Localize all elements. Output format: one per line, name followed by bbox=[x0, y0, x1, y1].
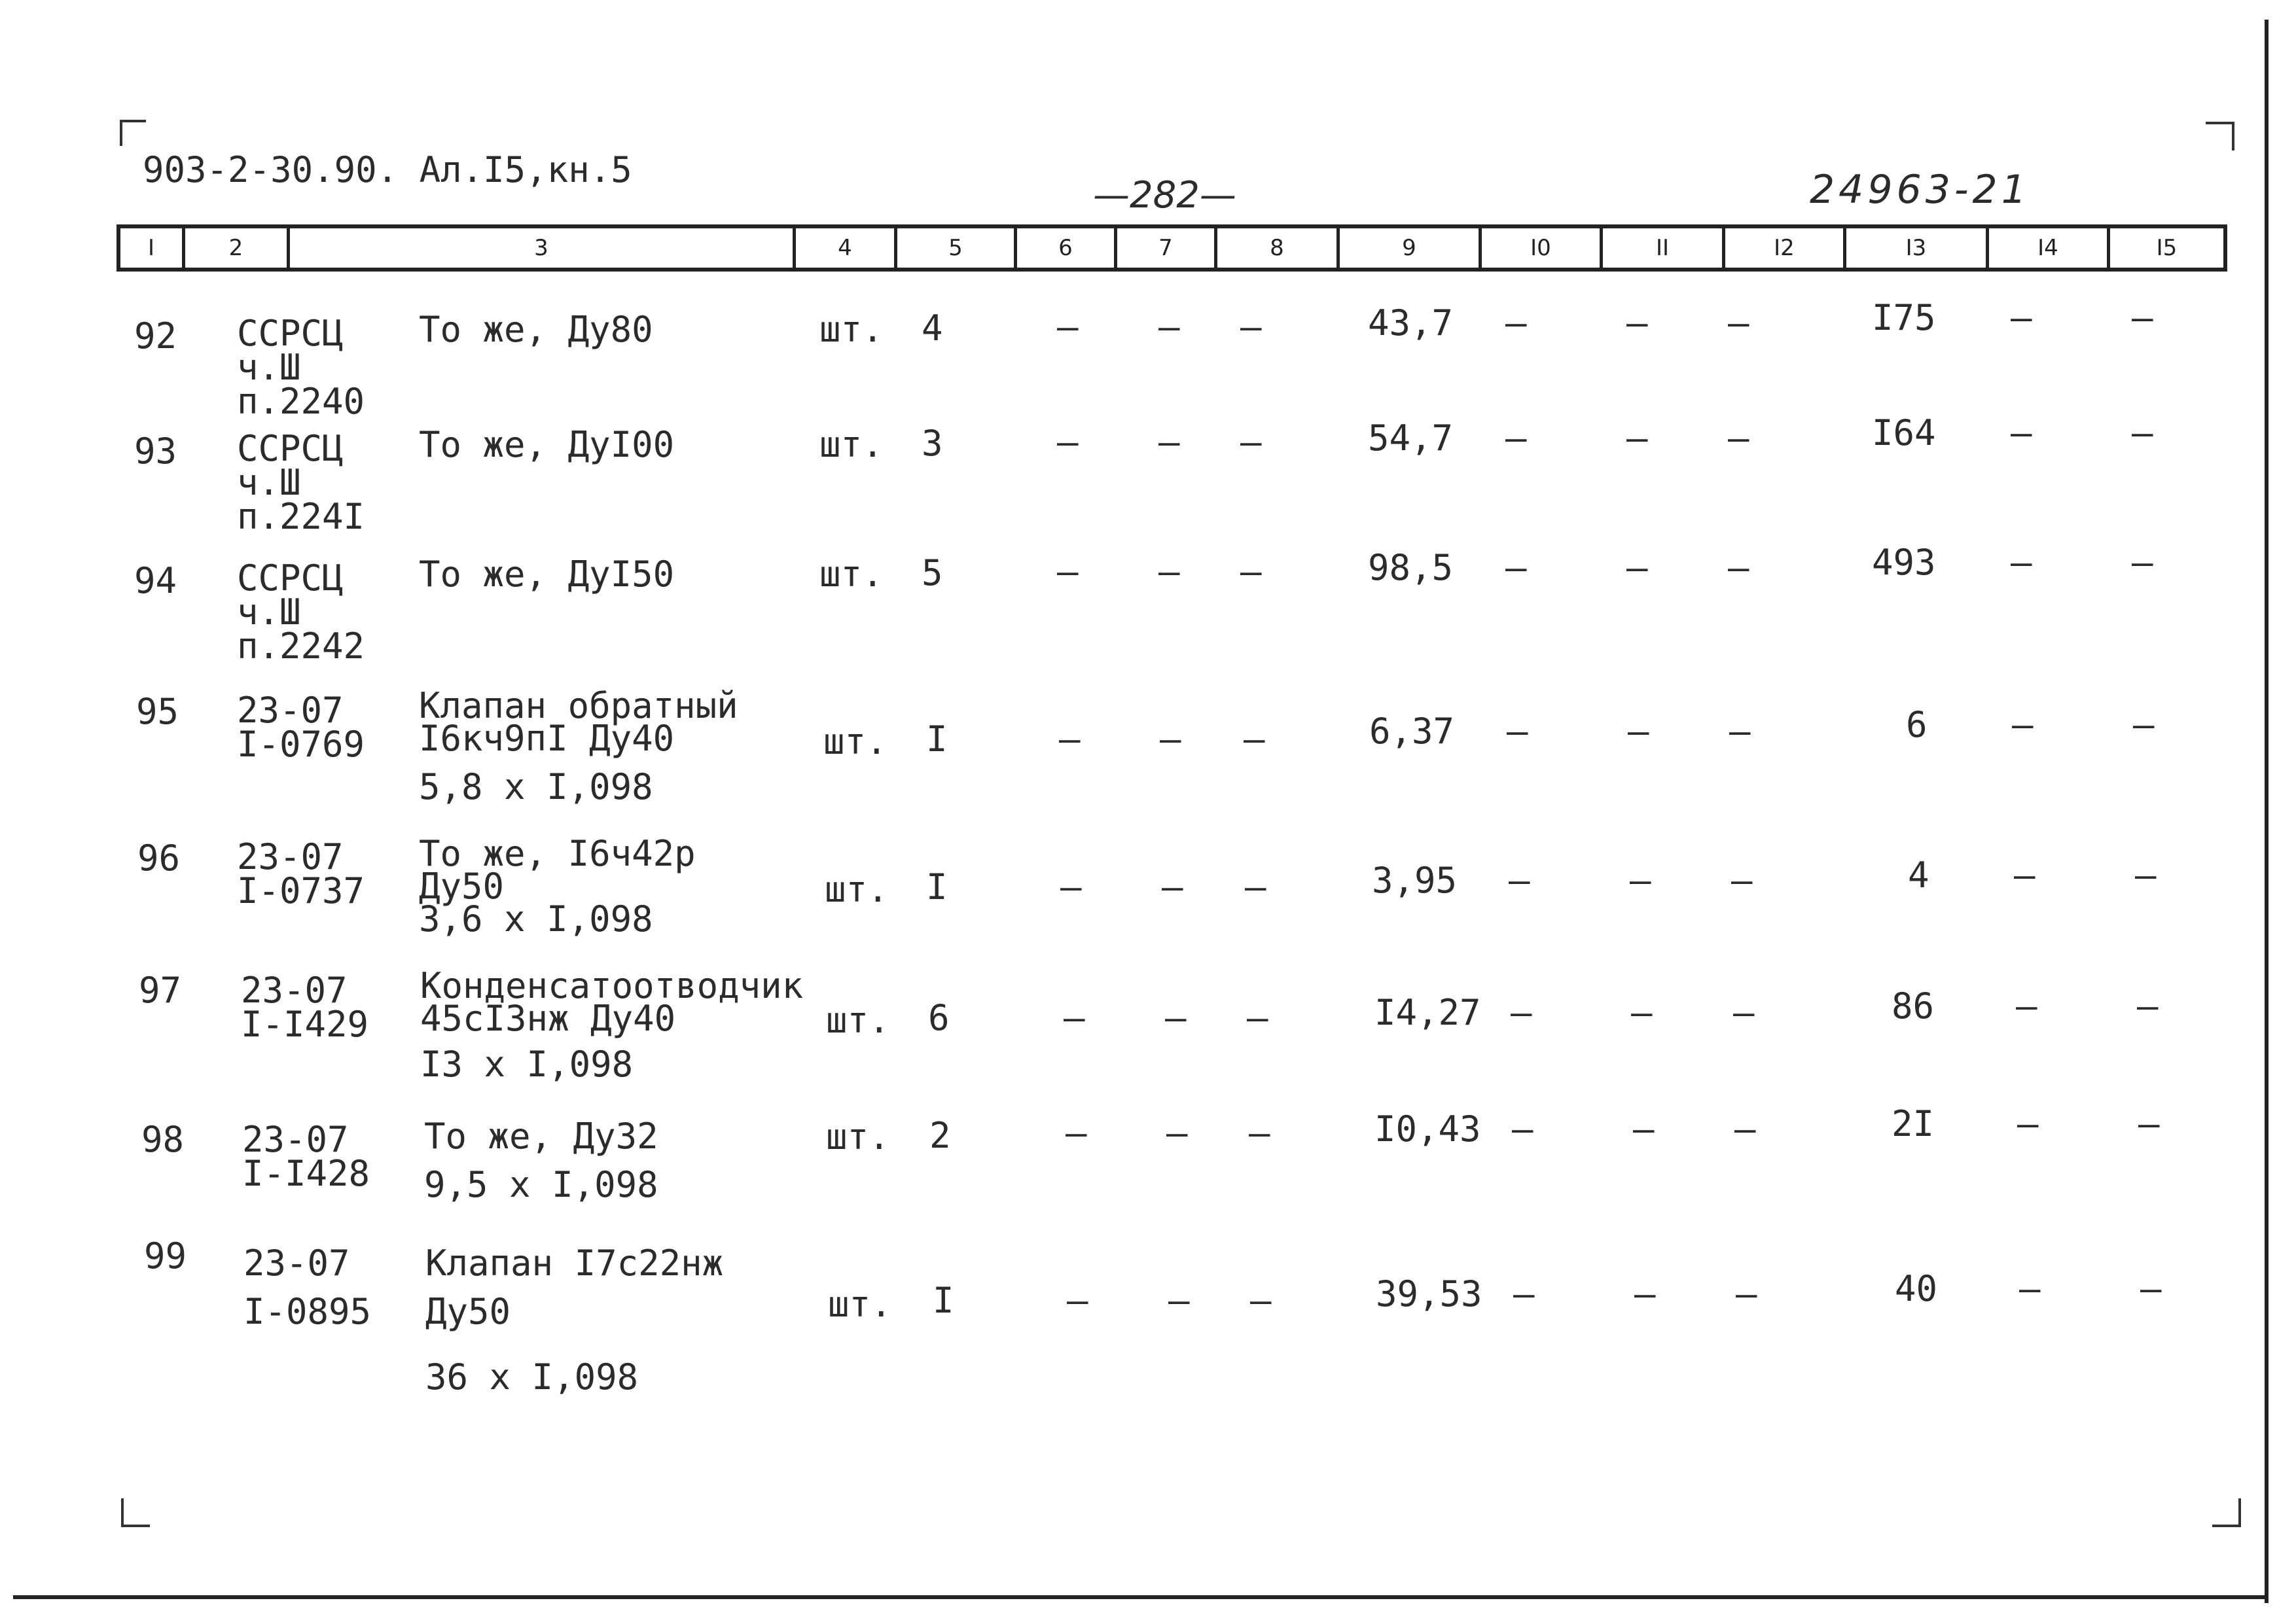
col7-value: – bbox=[1162, 866, 1183, 908]
item-description: То же, ДуI00 bbox=[419, 424, 675, 465]
col10-value: – bbox=[1512, 1108, 1534, 1150]
col-header-12: I2 bbox=[1725, 228, 1846, 268]
col10-value: – bbox=[1505, 417, 1527, 459]
col6-value: – bbox=[1059, 718, 1081, 760]
col7-value: – bbox=[1165, 997, 1187, 1038]
col6-value: – bbox=[1064, 997, 1085, 1038]
col9-value: 39,53 bbox=[1376, 1273, 1482, 1315]
col15-value: – bbox=[2132, 412, 2153, 453]
col13-value: 4 bbox=[1908, 855, 1929, 896]
col-header-13: I3 bbox=[1846, 228, 1989, 268]
col15-value: – bbox=[2133, 704, 2155, 745]
col9-value: 43,7 bbox=[1368, 302, 1454, 344]
col8-value: – bbox=[1240, 551, 1262, 592]
col-header-6: 6 bbox=[1017, 228, 1117, 268]
item-description: То же, Ду32 9,5 х I,098 bbox=[424, 1116, 658, 1205]
col11-value: – bbox=[1631, 992, 1653, 1033]
col6-value: – bbox=[1060, 866, 1082, 908]
ref-code: 23-07 I-I428 bbox=[242, 1119, 370, 1194]
col7-value: – bbox=[1158, 421, 1180, 463]
col6-value: – bbox=[1066, 1112, 1087, 1154]
unit: шт. bbox=[828, 1284, 892, 1325]
col13-value: 40 bbox=[1895, 1268, 1938, 1309]
col13-value: 2I bbox=[1892, 1103, 1935, 1144]
ref-code: ССРСЦ ч.Ш п.2242 bbox=[237, 557, 365, 667]
ref-code: 23-07 I-0737 bbox=[237, 836, 365, 911]
col-header-15: I5 bbox=[2156, 235, 2178, 261]
col13-value: 86 bbox=[1892, 985, 1935, 1027]
col11-value: – bbox=[1626, 417, 1648, 459]
col7-value: – bbox=[1158, 551, 1180, 592]
unit: шт. bbox=[826, 1000, 890, 1041]
col12-value: – bbox=[1736, 1273, 1757, 1315]
col-header-1: I bbox=[120, 228, 185, 268]
col-header-3: 3 bbox=[290, 228, 796, 268]
col11-value: – bbox=[1634, 1273, 1656, 1315]
col11-value: – bbox=[1630, 860, 1651, 901]
col15-value: – bbox=[2140, 1268, 2162, 1309]
item-description: То же, I6ч42р Ду50 3,6 х I,098 bbox=[419, 833, 696, 940]
col12-value: – bbox=[1728, 417, 1749, 459]
col11-value: – bbox=[1633, 1108, 1655, 1150]
ref-code: ССРСЦ ч.Ш п.224I bbox=[237, 428, 365, 537]
col14-value: – bbox=[2016, 985, 2037, 1027]
unit: шт. bbox=[819, 424, 884, 465]
col9-value: 98,5 bbox=[1368, 547, 1454, 588]
item-description: То же, ДуI50 bbox=[419, 554, 675, 595]
col-header-4: 4 bbox=[796, 228, 897, 268]
row-number: 92 bbox=[134, 315, 177, 357]
col6-value: – bbox=[1057, 551, 1079, 592]
col7-value: – bbox=[1160, 718, 1181, 760]
col14-value: – bbox=[2011, 542, 2032, 583]
doc-code: 903-2-30.90. Ал.I5,кн.5 bbox=[143, 149, 632, 190]
col14-value: – bbox=[2017, 1103, 2039, 1144]
ref-code: 23-07 I-I429 bbox=[241, 970, 369, 1045]
col8-value: – bbox=[1247, 997, 1268, 1038]
col-header-11: II bbox=[1603, 228, 1725, 268]
right-edge-line bbox=[2265, 20, 2269, 1603]
quantity: I bbox=[926, 866, 948, 908]
col6-value: – bbox=[1067, 1280, 1088, 1321]
col15-value: – bbox=[2135, 855, 2157, 896]
unit: шт. bbox=[819, 554, 884, 595]
col14-value: – bbox=[2012, 704, 2034, 745]
col8-value: – bbox=[1244, 718, 1265, 760]
item-description: Конденсатоотводчик 45сI3нж Ду40 I3 х I,098 bbox=[420, 965, 804, 1085]
col6-value: – bbox=[1057, 421, 1079, 463]
row-number: 96 bbox=[137, 838, 181, 879]
col13-value: 6 bbox=[1906, 704, 1928, 745]
quantity: 4 bbox=[922, 308, 943, 349]
corner-mark-top-right bbox=[2206, 122, 2234, 150]
corner-mark-bottom-right bbox=[2212, 1498, 2241, 1527]
unit: шт. bbox=[819, 309, 884, 350]
col14-value: – bbox=[2011, 297, 2032, 338]
col11-value: – bbox=[1628, 711, 1649, 752]
quantity: I bbox=[926, 718, 948, 760]
bottom-edge-line bbox=[13, 1595, 2269, 1599]
row-number: 97 bbox=[139, 970, 182, 1011]
col9-value: 6,37 bbox=[1369, 711, 1455, 752]
col8-value: – bbox=[1245, 866, 1266, 908]
item-description: Клапан обратный I6кч9пI Ду40 5,8 х I,098 bbox=[419, 685, 738, 807]
ref-code: 23-07 I-0769 bbox=[237, 690, 365, 765]
col14-value: – bbox=[2019, 1268, 2041, 1309]
col-header-9: 9 bbox=[1340, 228, 1482, 268]
col9-value: 3,95 bbox=[1372, 860, 1458, 901]
col8-value: – bbox=[1240, 306, 1262, 347]
page-number: —282— bbox=[1093, 174, 1236, 217]
col12-value: – bbox=[1734, 1108, 1756, 1150]
col12-value: – bbox=[1728, 547, 1749, 588]
corner-mark-top-left bbox=[120, 120, 146, 146]
quantity: 6 bbox=[928, 997, 950, 1038]
row-number: 94 bbox=[134, 560, 177, 601]
col-header-8: 8 bbox=[1217, 228, 1340, 268]
col11-value: – bbox=[1626, 547, 1648, 588]
unit: шт. bbox=[823, 721, 888, 762]
col10-value: – bbox=[1513, 1273, 1535, 1315]
col15-value: – bbox=[2137, 985, 2159, 1027]
col15-value: – bbox=[2132, 542, 2153, 583]
col14-value: – bbox=[2011, 412, 2032, 453]
item-description: То же, Ду80 bbox=[419, 309, 653, 350]
quantity: I bbox=[933, 1280, 954, 1321]
col11-value: – bbox=[1626, 302, 1648, 344]
col10-value: – bbox=[1507, 711, 1528, 752]
col-header-14: I4 bbox=[1989, 228, 2110, 268]
col9-value: I4,27 bbox=[1374, 992, 1481, 1033]
row-number: 93 bbox=[134, 431, 177, 472]
col12-value: – bbox=[1729, 711, 1751, 752]
col10-value: – bbox=[1505, 547, 1527, 588]
col9-value: I0,43 bbox=[1374, 1108, 1481, 1150]
col12-value: – bbox=[1733, 992, 1755, 1033]
row-number: 98 bbox=[141, 1119, 185, 1160]
col-header-5: 5 bbox=[897, 228, 1017, 268]
row-number: 99 bbox=[144, 1235, 187, 1277]
col6-value: – bbox=[1057, 306, 1079, 347]
column-header-row bbox=[117, 224, 2227, 272]
corner-mark-bottom-left bbox=[121, 1498, 150, 1527]
col8-value: – bbox=[1240, 421, 1262, 463]
col15-value: – bbox=[2138, 1103, 2160, 1144]
col10-value: – bbox=[1505, 302, 1527, 344]
col14-value: – bbox=[2014, 855, 2036, 896]
col13-value: I75 bbox=[1872, 297, 1936, 338]
col8-value: – bbox=[1249, 1112, 1270, 1154]
row-number: 95 bbox=[136, 691, 179, 732]
quantity: 2 bbox=[929, 1115, 951, 1156]
unit: шт. bbox=[825, 869, 889, 910]
col10-value: – bbox=[1509, 860, 1530, 901]
col9-value: 54,7 bbox=[1368, 417, 1454, 459]
ref-code: 23-07 I-0895 bbox=[243, 1243, 372, 1332]
col12-value: – bbox=[1728, 302, 1749, 344]
item-description: Клапан I7с22нж Ду50 36 х I,098 bbox=[425, 1243, 724, 1398]
col13-value: 493 bbox=[1872, 542, 1936, 583]
col7-value: – bbox=[1158, 306, 1180, 347]
col8-value: – bbox=[1250, 1280, 1272, 1321]
col-header-7: 7 bbox=[1117, 228, 1217, 268]
col12-value: – bbox=[1731, 860, 1753, 901]
quantity: 3 bbox=[922, 423, 943, 464]
col-header-10: I0 bbox=[1482, 228, 1603, 268]
col-header-2: 2 bbox=[185, 228, 290, 268]
col15-value: – bbox=[2132, 297, 2153, 338]
sheet-number: 24963-21 bbox=[1810, 167, 2030, 213]
unit: шт. bbox=[826, 1116, 890, 1157]
quantity: 5 bbox=[922, 552, 943, 593]
col7-value: – bbox=[1166, 1112, 1188, 1154]
ref-code: ССРСЦ ч.Ш п.2240 bbox=[237, 313, 365, 422]
col10-value: – bbox=[1511, 992, 1532, 1033]
col7-value: – bbox=[1168, 1280, 1190, 1321]
col13-value: I64 bbox=[1872, 412, 1936, 453]
